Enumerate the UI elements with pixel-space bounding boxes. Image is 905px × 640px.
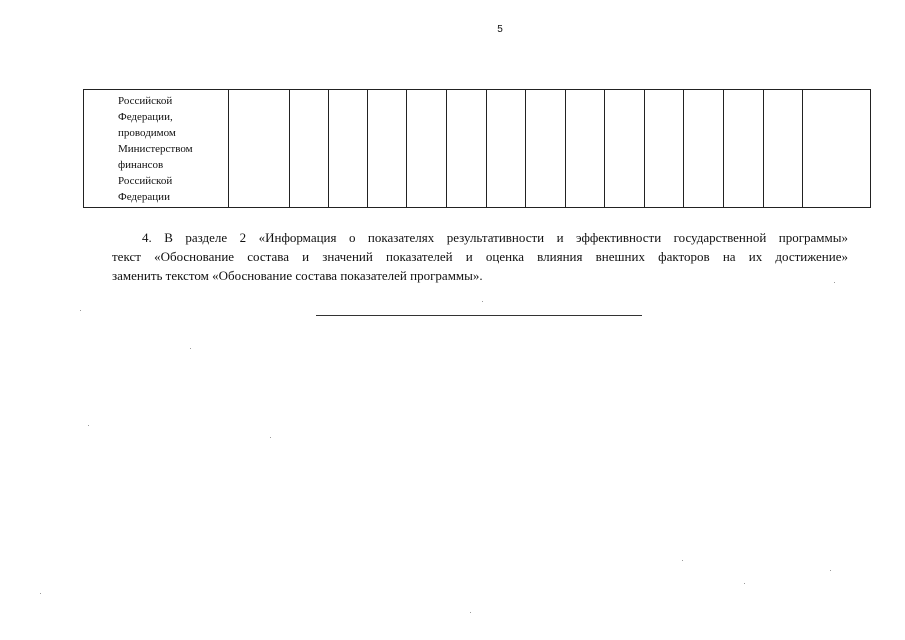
end-separator-line	[316, 315, 642, 316]
label-line: проводимом	[118, 127, 176, 139]
scan-speck	[270, 437, 271, 438]
label-line: Федерации	[118, 191, 170, 203]
scan-speck	[40, 593, 41, 594]
scan-speck	[834, 282, 835, 283]
program-indicators-table	[83, 89, 871, 208]
scan-speck	[682, 560, 683, 561]
table-cell	[447, 90, 487, 208]
amendment-paragraph	[112, 228, 848, 285]
table-cell	[645, 90, 684, 208]
table-cell	[329, 90, 368, 208]
label-line: Федерации,	[118, 111, 173, 123]
table-cell	[487, 90, 526, 208]
scan-speck	[80, 310, 81, 311]
page-number: 5	[497, 24, 503, 35]
table-cell	[803, 90, 871, 208]
scan-speck	[470, 612, 471, 613]
scan-speck	[744, 583, 745, 584]
label-line: Российской	[118, 175, 173, 187]
table-cell	[566, 90, 605, 208]
label-line: финансов	[118, 159, 164, 171]
table-cell	[229, 90, 290, 208]
scan-speck	[88, 425, 89, 426]
table-row	[84, 90, 871, 208]
table-cell	[290, 90, 329, 208]
table-cell	[526, 90, 566, 208]
table-cell	[407, 90, 447, 208]
table-cell	[724, 90, 764, 208]
scan-speck	[190, 348, 191, 349]
table-cell	[605, 90, 645, 208]
label-line: Министерством	[118, 143, 193, 155]
paragraph-line: заменить текстом «Обоснование состава показателей программы».	[112, 268, 483, 283]
table-label-cell	[84, 90, 229, 208]
paragraph-line: текст «Обоснование состава и значений показателей и оценка влияния внешних факторов на их достижение»	[112, 249, 848, 264]
table-cell	[764, 90, 803, 208]
label-line: Российской	[118, 95, 173, 107]
paragraph-line: 4. В разделе 2 «Информация о показателях результативности и эффективности государственной программы»	[142, 230, 848, 245]
table-cell	[368, 90, 407, 208]
table-cell	[684, 90, 724, 208]
scan-speck	[482, 301, 483, 302]
scan-speck	[830, 570, 831, 571]
